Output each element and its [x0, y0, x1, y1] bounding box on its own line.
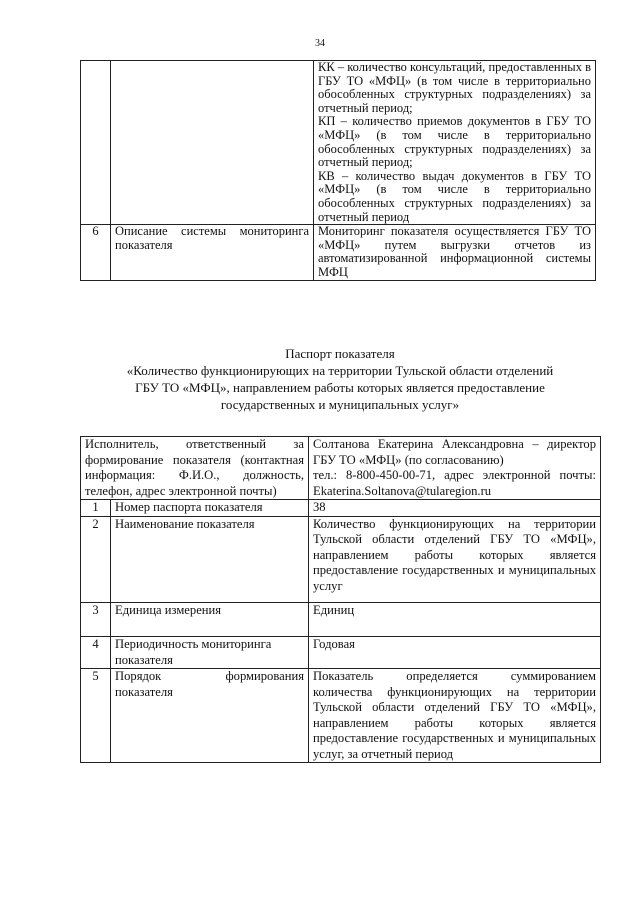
- row-name: [111, 61, 314, 225]
- table-row: [81, 516, 601, 603]
- page-number: 34: [315, 38, 325, 49]
- table-row: [81, 669, 601, 763]
- row-value: 38: [309, 500, 601, 517]
- row-value: Количество функционирующих на территории Тульской области отделений ГБУ ТО «МФЦ», направлением работы которых является предоставление государственных и муниципальных услуг: [309, 516, 601, 603]
- executor-name: Солтанова Екатерина Александровна – директор ГБУ ТО «МФЦ» (по согласованию): [313, 437, 596, 467]
- table-row: [81, 437, 601, 500]
- row-value: [314, 61, 596, 225]
- row-number: 3: [81, 603, 111, 637]
- passport-title: Паспорт показателя: [285, 346, 395, 361]
- row-number: 5: [81, 669, 111, 763]
- passport-subtitle-line2: ГБУ ТО «МФЦ», направлением работы которых является предоставление: [135, 380, 545, 395]
- row-number: 1: [81, 500, 111, 517]
- row-name: Номер паспорта показателя: [111, 500, 309, 517]
- row-name: Порядок формирования показателя: [111, 669, 309, 763]
- row-value: Годовая: [309, 637, 601, 669]
- executor-contacts: тел.: 8-800-450-00-71, адрес электронной почты: Ekaterina.Soltanova@tularegion.ru: [313, 468, 596, 498]
- row-value: Единиц: [309, 603, 601, 637]
- continuation-table: [80, 60, 596, 281]
- executor-value: [309, 437, 601, 500]
- row-name: Периодичность мониторинга показателя: [111, 637, 309, 669]
- formula-kk-text: КК – количество консультаций, предоставленных в ГБУ ТО «МФЦ» (в том числе в территориально обособленных структурных подразделениях) за отчетный период;: [318, 60, 591, 115]
- row-name: Описание системы мониторинга показателя: [111, 225, 314, 280]
- table-row: [81, 637, 601, 669]
- formula-kp-text: КП – количество приемов документов в ГБУ ТО «МФЦ» (в том числе в территориально обособленных структурных подразделениях) за отчетный период;: [318, 114, 591, 170]
- formula-kv-text: КВ – количество выдач документов в ГБУ ТО «МФЦ» (в том числе в территориально обособленных структурных подразделениях) за отчетный период: [318, 168, 591, 224]
- row-number: [81, 61, 111, 225]
- table-row: [81, 225, 596, 280]
- table-row: [81, 603, 601, 637]
- table-row: [81, 500, 601, 517]
- executor-label: Исполнитель, ответственный за формирование показателя (контактная информация: Ф.И.О., должность, телефон, адрес электронной почты): [81, 437, 309, 500]
- row-number: 6: [81, 225, 111, 280]
- row-value: Показатель определяется суммированием количества функционирующих на территории Тульской области отделений ГБУ ТО «МФЦ», направлением работы которых является предоставление государственных и муниципальных услуг, за отчетный период: [309, 669, 601, 763]
- passport-subtitle-line1: «Количество функционирующих на территории Тульской области отделений: [126, 363, 554, 378]
- row-number: 4: [81, 637, 111, 669]
- passport-table: [80, 436, 601, 763]
- table-row: [81, 61, 596, 225]
- passport-subtitle-line3: государственных и муниципальных услуг»: [220, 397, 460, 412]
- row-name: Единица измерения: [111, 603, 309, 637]
- row-name: Наименование показателя: [111, 516, 309, 603]
- passport-heading: [80, 345, 600, 413]
- row-value: Мониторинг показателя осуществляется ГБУ ТО «МФЦ» путем выгрузки отчетов из автоматизированной информационной системы МФЦ: [314, 225, 596, 280]
- row-number: 2: [81, 516, 111, 603]
